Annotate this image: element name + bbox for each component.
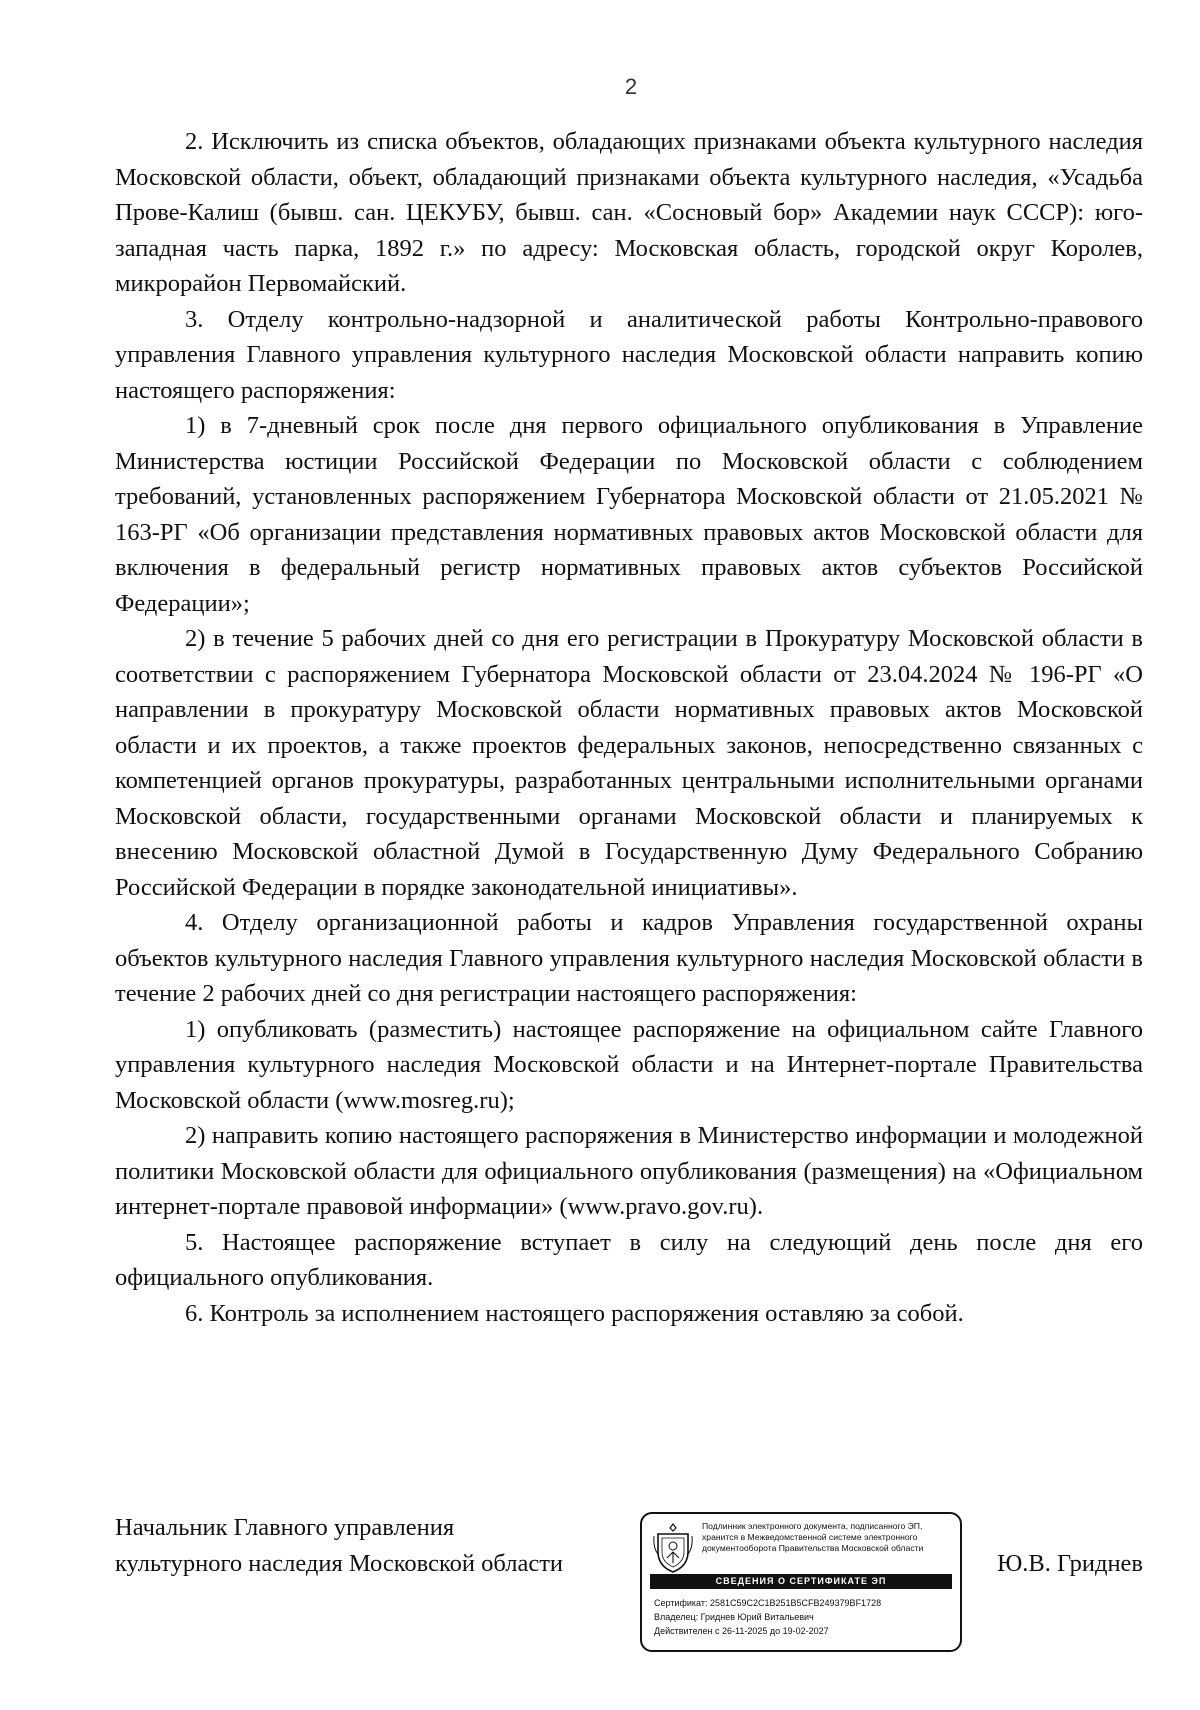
certificate-number: Сертификат: 2581C59C2C1B251B5CFB249379BF1728 xyxy=(654,1598,882,1608)
electronic-signature-stamp xyxy=(640,1512,962,1652)
page-number: 2 xyxy=(624,74,638,99)
signatory-position xyxy=(115,1510,563,1582)
stamp-note-line: хранится в Межведомственной системе электронного xyxy=(702,1532,918,1542)
paragraph-item-3-2: 2) в течение 5 рабочих дней со дня его регистрации в Прокуратуру Московской области в соответствии с распоряжением Губернатора Московской области от 23.04.2024 № 196-РГ «О направлении в прокуратуру Московской области нормативных правовых актов Московской области и их проектов, а также проектов федеральных законов, непосредственно связанных с компетенцией органов прокуратуры, разработанных центральными исполнительными органами Московской области, государственными органами Московской области и планируемых к внесению Московской областной Думой в Государственную Думу Федерального Собранию Российской Федерации в порядке законодательной инициативы». xyxy=(115,625,1143,901)
paragraph-item-4-2: 2) направить копию настоящего распоряжения в Министерство информации и молодежной политики Московской области для официального опубликования (размещения) на «Официальном интернет-портале правовой информации» (www.pravo.gov.ru). xyxy=(115,1122,1143,1220)
signature-block xyxy=(115,1510,1143,1710)
certificate-owner: Владелец: Гриднев Юрий Витальевич xyxy=(654,1612,814,1622)
stamp-note-line: документооборота Правительства Московской области xyxy=(702,1543,924,1553)
document-body xyxy=(115,124,1143,1331)
stamp-note-line: Подлинник электронного документа, подписанного ЭП, xyxy=(702,1521,923,1531)
paragraph-item-4-1: 1) опубликовать (разместить) настоящее распоряжение на официальном сайте Главного управления культурного наследия Московской области и на Интернет-портале Правительства Московской области (www.mosreg.ru); xyxy=(115,1015,1143,1114)
signatory-position-line: Начальник Главного управления xyxy=(115,1514,455,1541)
coat-of-arms-icon xyxy=(652,1522,694,1574)
signatory-position-line: культурного наследия Московской области xyxy=(115,1550,564,1577)
paragraph-item-3: 3. Отделу контрольно-надзорной и аналитической работы Контрольно-правового управления Главного управления культурного наследия Московской области направить копию настоящего распоряжения: xyxy=(115,305,1143,404)
signatory-name: Ю.В. Гриднев xyxy=(997,1550,1143,1577)
paragraph-item-5: 5. Настоящее распоряжение вступает в силу на следующий день после дня его официального опубликования. xyxy=(115,1228,1143,1291)
stamp-note xyxy=(702,1521,957,1554)
paragraph-item-4: 4. Отделу организационной работы и кадров Управления государственной охраны объектов культурного наследия Главного управления культурного наследия Московской области в течение 2 рабочих дней со дня регистрации настоящего распоряжения: xyxy=(115,909,1143,1007)
stamp-header: СВЕДЕНИЯ О СЕРТИФИКАТЕ ЭП xyxy=(650,1574,952,1589)
stamp-details xyxy=(654,1596,954,1638)
paragraph-item-3-1: 1) в 7-дневный срок после дня первого официального опубликования в Управление Министерства юстиции Российской Федерации по Московской области с соблюдением требований, установленных распоряжением Губернатора Московской области от 21.05.2021 № 163-РГ «Об организации представления нормативных правовых актов Московской области для включения в федеральный регистр нормативных правовых актов субъектов Российской Федерации»; xyxy=(115,412,1143,617)
paragraph-item-6: 6. Контроль за исполнением настоящего распоряжения оставляю за собой. xyxy=(185,1299,964,1327)
certificate-validity: Действителен с 26-11-2025 до 19-02-2027 xyxy=(654,1626,829,1636)
paragraph-item-2: 2. Исключить из списка объектов, обладающих признаками объекта культурного наследия Московской области, объект, обладающий признаками объекта культурного наследия, «Усадьба Прове-Калиш (бывш. сан. ЦЕКУБУ, бывш. сан. «Сосновый бор» Академии наук СССР): юго-западная часть парка, 1892 г.» по адресу: Московская область, городской округ Королев, микрорайон Первомайский. xyxy=(115,128,1143,297)
